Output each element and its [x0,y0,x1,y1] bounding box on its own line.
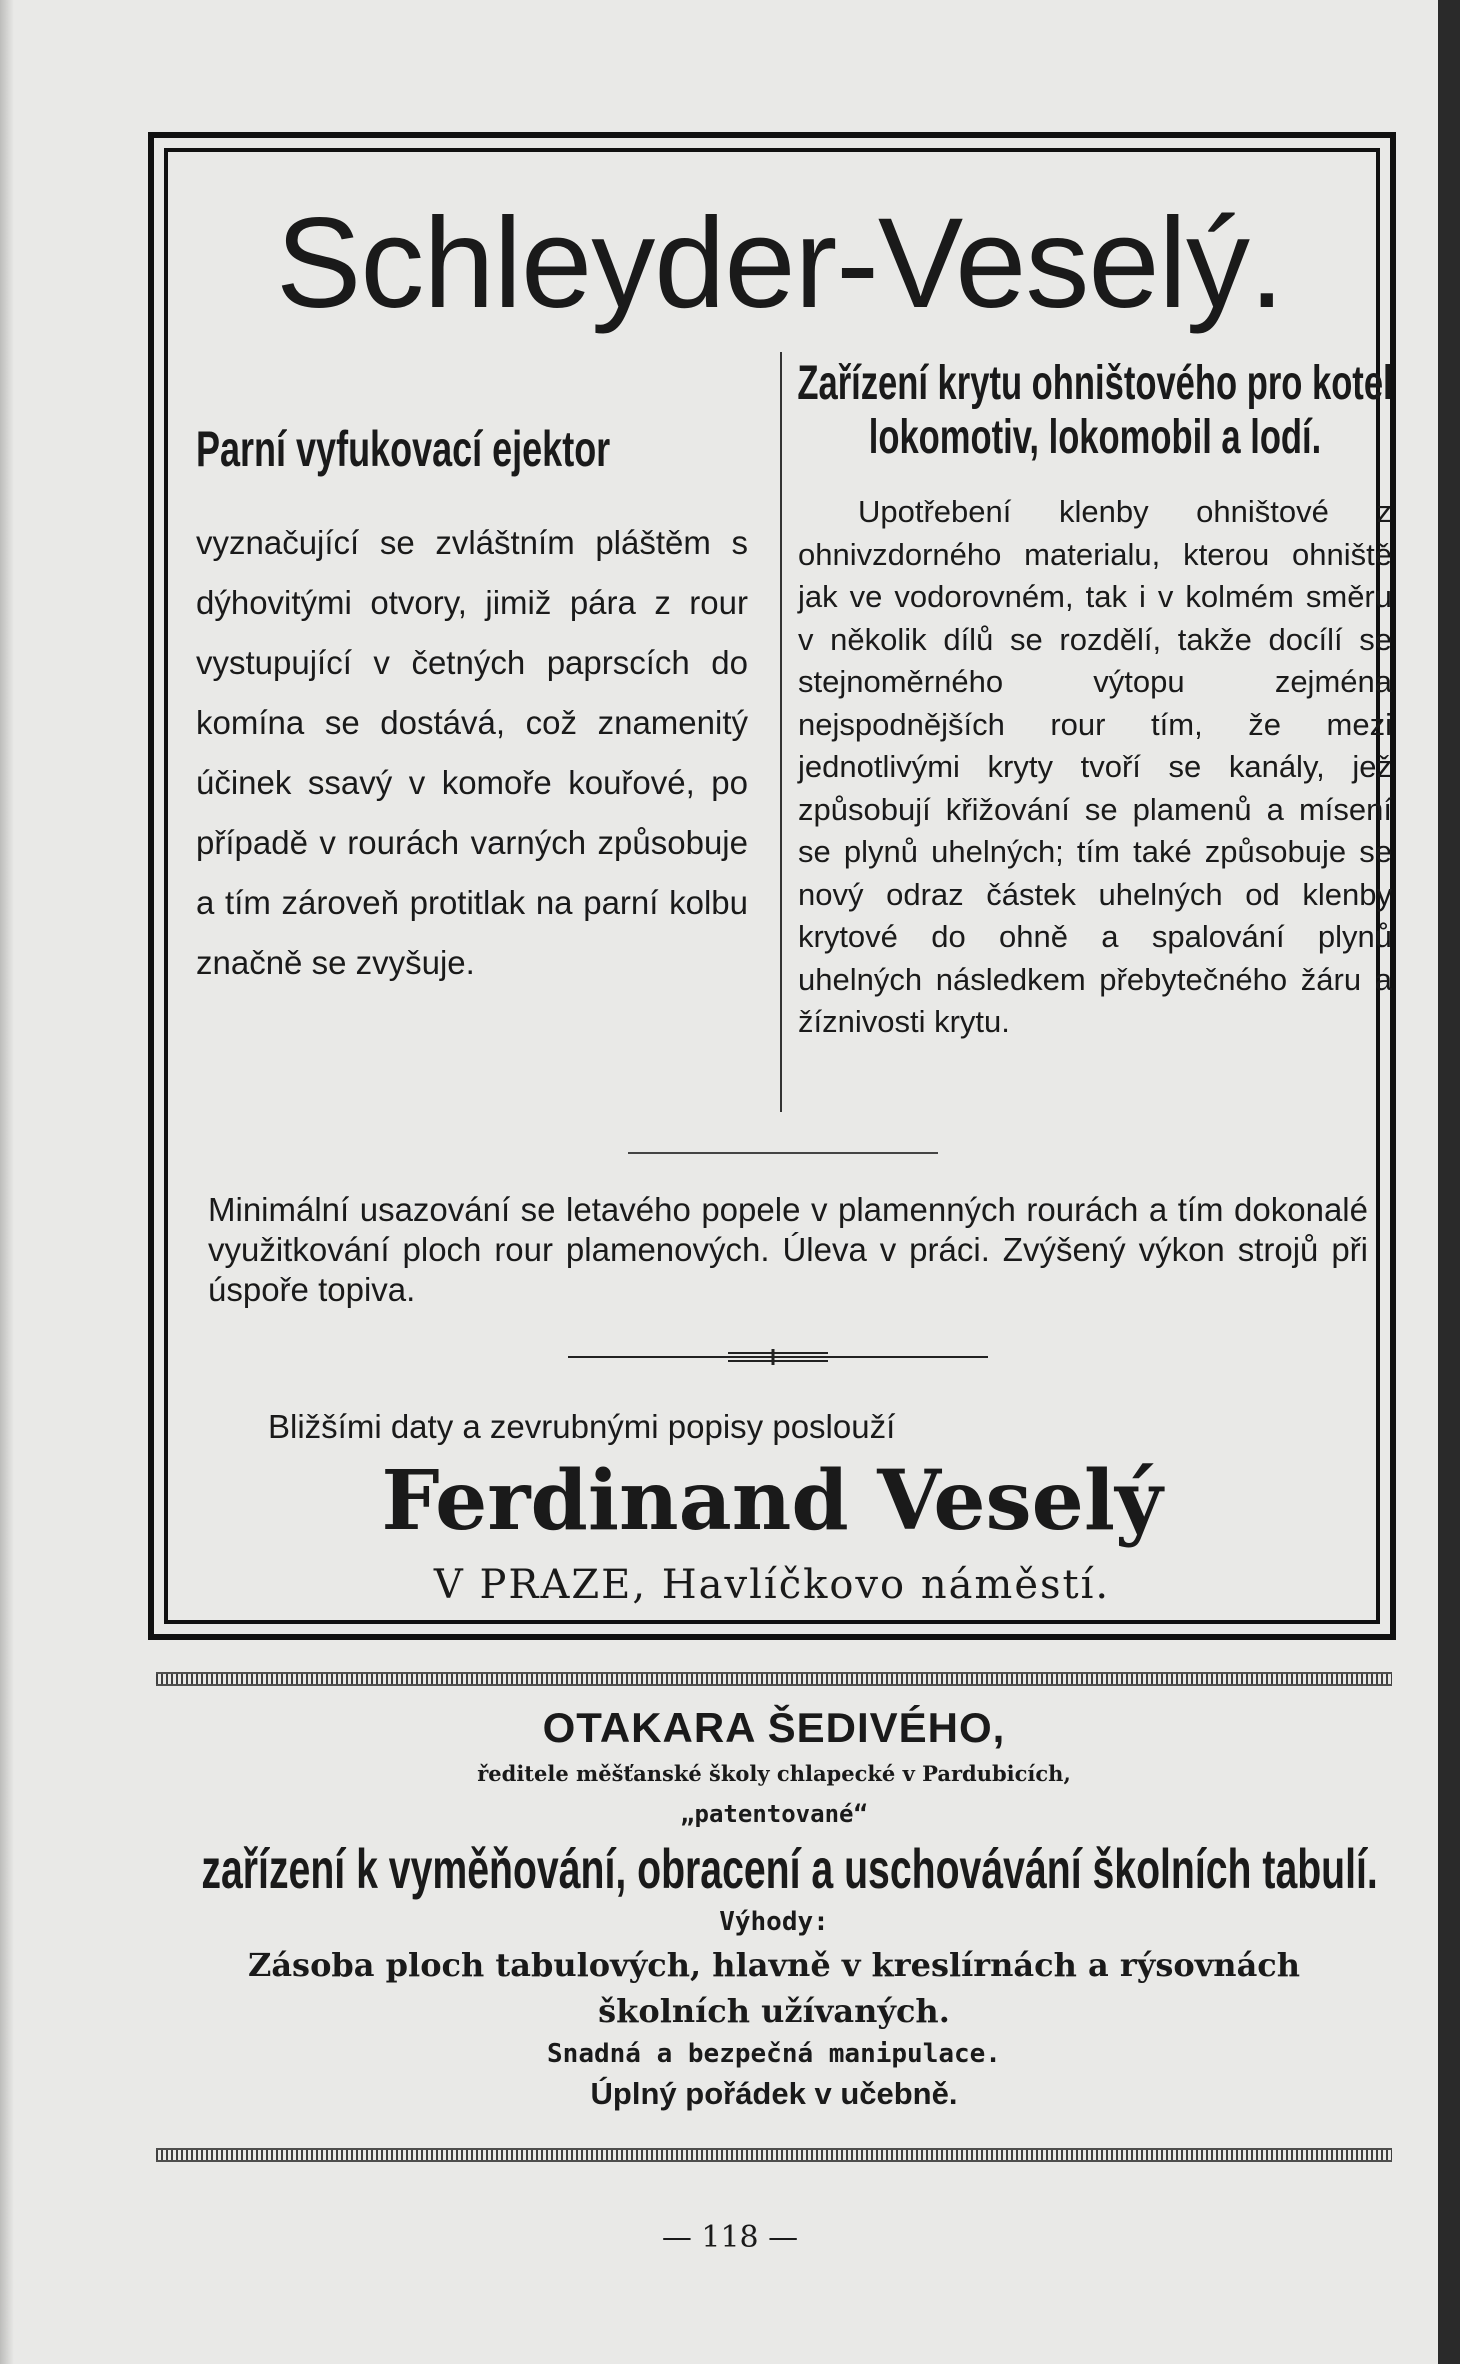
ejector-title: Parní vyfukovací ejektor [196,421,611,477]
advantages-label: Výhody: [719,1907,829,1937]
page-number: — 118 — [661,2220,799,2255]
section-rule [628,1152,938,1154]
ad-headline: Schleyder-Veselý. [276,192,1284,335]
page-edge-left [0,0,14,2364]
benefits-paragraph: Minimální usazování se letavého popele v plamenných rourách a tím dokonalé využitkování ploch rour plamenových. Úleva v práci. Zvýšený výkon strojů při úspoře topiva. [208,1191,1368,1308]
firebox-title: Zařízení krytu ohništového pro kotel lokomotiv, lokomobil a lodí. [797,357,1393,464]
company-address: V PRAZE, Havlíčkovo náměstí. [433,1562,1111,1608]
school-board-advertisement [156,1700,1392,2114]
advantage-order: Úplný pořádek v učebně. [590,2076,958,2111]
ornament-divider [568,1347,988,1367]
advantage-line-2: školních užívaných. [598,1992,950,2030]
firebox-column [798,357,1392,1044]
contact-line: Bližšími daty a zevrubnými popisy poslouží [268,1408,896,1445]
patent-label: „patentované“ [680,1800,868,1828]
advantage-handling: Snadná a bezpečná manipulace. [547,2039,1001,2069]
ejector-column [188,422,748,993]
inventor-position: ředitele měšťanské školy chlapecké v Pardubicích, [477,1761,1071,1786]
dotted-rule-bottom [156,2148,1392,2162]
advertisement-frame [148,132,1396,1640]
column-divider [780,352,782,1112]
inventor-name: OTAKARA ŠEDIVÉHO, [542,1704,1006,1751]
ejector-description: vyznačující se zvláštním pláštěm s dýhovitými otvory, jimiž pára z rour vystupující v četných paprscích do komína se dostává, což znamenitý účinek ssavý v komoře kouřové, po případě v rourách varných způsobuje a tím zároveň protitlak na parní kolbu značně se zvyšuje. [196,524,748,981]
firebox-description: Upotřebení klenby ohništové z ohnivzdorného materialu, kterou ohniště jak ve vodorovném, tak i v kolmém směru v několik dílů se rozdělí, takže docílí se stejnoměrného výtopu zejména nejspodnějších rour tím, že mezi jednotlivými kryty tvoří se kanály, jež způsobují křižování se plamenů a mísení se plynů uhelných; tím také způsobuje se nový odraz částek uhelných od klenby krytové do ohně a spalování plynů uhelných následkem přebytečného žáru a žíznivosti krytu. [798,494,1392,1039]
company-name: Ferdinand Veselý [381,1453,1163,1549]
page-edge-right [1438,0,1460,2364]
advertisement-inner-frame [164,148,1393,1624]
dotted-rule-top [156,1672,1392,1686]
advantage-line-1: Zásoba ploch tabulových, hlavně v kreslírnách a rýsovnách [247,1946,1301,1984]
product-title: zařízení k vyměňování, obracení a uschovávání školních tabulí. [201,1837,1378,1900]
